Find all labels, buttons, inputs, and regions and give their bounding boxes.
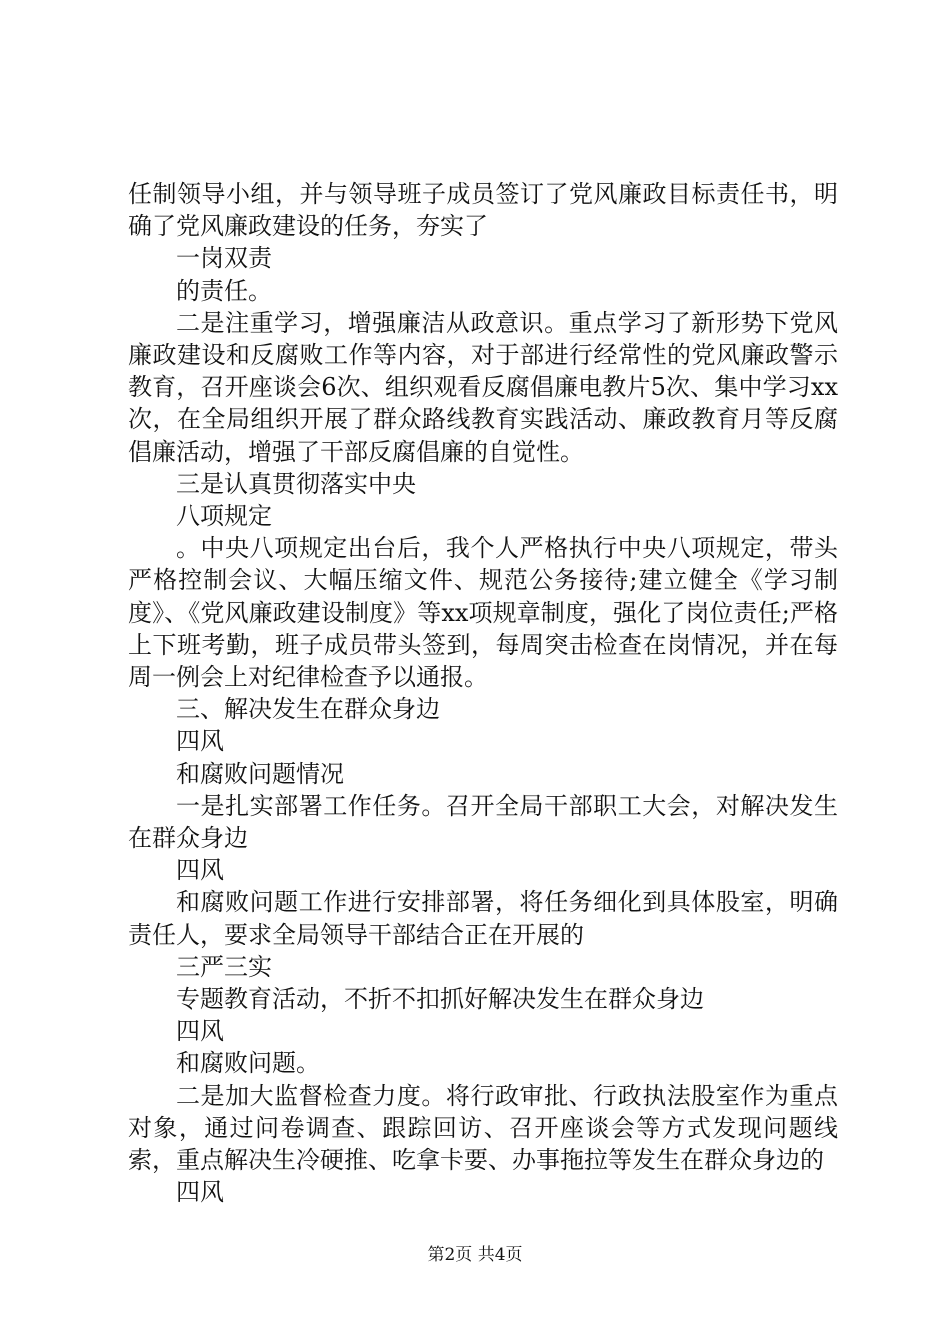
paragraph: 四风 xyxy=(176,727,224,756)
paragraph: 四风 xyxy=(176,1017,224,1046)
paragraph: 一岗双责 xyxy=(176,244,272,273)
paragraph: 三、解决发生在群众身边 xyxy=(176,695,440,724)
paragraph: 专题教育活动，不折不扣抓好解决发生在群众身边 xyxy=(176,985,704,1014)
paragraph: 三严三实 xyxy=(176,952,272,981)
paragraph: 的责任。 xyxy=(176,276,272,305)
paragraph: 和腐败问题工作进行安排部署，将任务细化到具体股室，明确责任人，要求全局领导干部结合正在开展的 xyxy=(128,888,838,949)
paragraph: 和腐败问题情况 xyxy=(176,759,344,788)
paragraph: 四风 xyxy=(176,856,224,885)
paragraph: 。中央八项规定出台后，我个人严格执行中央八项规定，带头严格控制会议、大幅压缩文件、规范公务接待;建立健全《学习制度》、《党风廉政建设制度》等xx项规章制度，强化了岗位责任;严格上下班考勤，班子成员带头签到，每周突击检查在岗情况，并在每周一例会上对纪律检查予以通报。 xyxy=(128,534,838,692)
paragraph: 二是加大监督检查力度。将行政审批、行政执法股室作为重点对象，通过问卷调查、跟踪回访、召开座谈会等方式发现问题线索，重点解决生冷硬推、吃拿卡要、办事拖拉等发生在群众身边的 xyxy=(128,1081,838,1175)
paragraph: 三是认真贯彻落实中央 xyxy=(176,469,416,498)
paragraph: 四风 xyxy=(176,1178,224,1207)
paragraph: 二是注重学习，增强廉洁从政意识。重点学习了新形势下党风廉政建设和反腐败工作等内容，对于部进行经常性的党风廉政警示教育，召开座谈会6次、组织观看反腐倡廉电教片5次、集中学习xx次，在全局组织开展了群众路线教育实践活动、廉政教育月等反腐倡廉活动，增强了干部反腐倡廉的自觉性。 xyxy=(128,308,838,466)
paragraph: 任制领导小组，并与领导班子成员签订了党风廉政目标责任书，明确了党风廉政建设的任务，夯实了 xyxy=(128,180,838,241)
page-footer xyxy=(0,1245,950,1265)
paragraph: 八项规定 xyxy=(176,502,272,531)
paragraph: 一是扎实部署工作任务。召开全局干部职工大会，对解决发生在群众身边 xyxy=(128,791,838,853)
document-body xyxy=(128,178,838,1209)
paragraph: 和腐败问题。 xyxy=(176,1049,320,1078)
page-number-label: 第2页 共4页 xyxy=(427,1245,523,1265)
